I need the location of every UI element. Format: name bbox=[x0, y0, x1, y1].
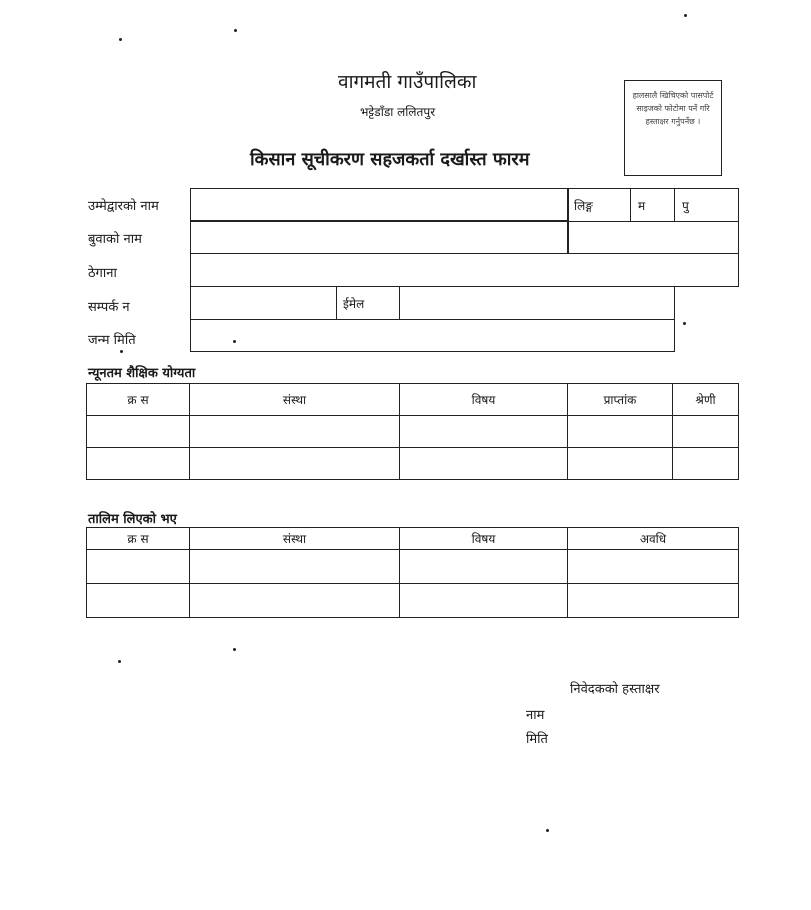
gender-option-m[interactable]: म bbox=[638, 199, 646, 213]
father-name-label: बुवाको नाम bbox=[88, 232, 142, 247]
scan-speck bbox=[684, 14, 687, 17]
training-col-subject: विषय bbox=[400, 528, 568, 550]
email-field[interactable] bbox=[399, 286, 675, 320]
training-title: तालिम लिएको भए bbox=[88, 512, 177, 527]
scan-speck bbox=[233, 340, 236, 343]
education-col-institution: संस्था bbox=[190, 384, 400, 416]
scan-speck bbox=[233, 648, 236, 651]
table-cell[interactable] bbox=[673, 448, 739, 480]
table-cell[interactable] bbox=[568, 550, 739, 584]
training-col-duration: अवधि bbox=[568, 528, 739, 550]
education-col-marks: प्राप्तांक bbox=[568, 384, 673, 416]
email-label: ईमेल bbox=[343, 297, 365, 311]
education-header-row bbox=[87, 384, 739, 416]
father-name-field[interactable] bbox=[190, 220, 569, 254]
dob-label: जन्म मिति bbox=[88, 333, 136, 348]
table-cell[interactable] bbox=[400, 550, 568, 584]
table-cell[interactable] bbox=[568, 448, 673, 480]
table-row bbox=[87, 448, 739, 480]
photo-box[interactable] bbox=[624, 80, 722, 176]
table-cell[interactable] bbox=[190, 448, 400, 480]
table-cell[interactable] bbox=[87, 550, 190, 584]
education-col-division: श्रेणी bbox=[673, 384, 739, 416]
training-header-row bbox=[87, 528, 739, 550]
training-col-sn: क्र स bbox=[87, 528, 190, 550]
table-cell[interactable] bbox=[400, 448, 568, 480]
table-cell[interactable] bbox=[400, 416, 568, 448]
address-field[interactable] bbox=[190, 253, 739, 287]
applicant-signature-label: निवेदकको हस्ताक्षर bbox=[570, 682, 660, 697]
dob-field[interactable] bbox=[190, 319, 675, 352]
scan-speck bbox=[546, 829, 549, 832]
table-cell[interactable] bbox=[568, 584, 739, 618]
table-row bbox=[87, 416, 739, 448]
education-col-sn: क्र स bbox=[87, 384, 190, 416]
org-name: वागमती गाउँपालिका bbox=[338, 71, 477, 93]
table-cell[interactable] bbox=[400, 584, 568, 618]
scan-speck bbox=[120, 350, 123, 353]
training-col-institution: संस्था bbox=[190, 528, 400, 550]
table-cell[interactable] bbox=[190, 584, 400, 618]
gender-label: लिङ्ग bbox=[574, 199, 593, 213]
signature-name-label: नाम bbox=[526, 708, 545, 723]
org-location: भट्टेडाँडा ललितपुर bbox=[360, 105, 436, 119]
table-cell[interactable] bbox=[568, 416, 673, 448]
training-table bbox=[86, 527, 739, 618]
contact-field[interactable] bbox=[190, 286, 337, 320]
scan-speck bbox=[683, 322, 686, 325]
signature-date-label: मिति bbox=[526, 732, 548, 747]
gender-option-f[interactable]: पु bbox=[682, 199, 689, 213]
candidate-name-field[interactable] bbox=[190, 188, 569, 222]
table-cell[interactable] bbox=[190, 416, 400, 448]
table-cell[interactable] bbox=[87, 416, 190, 448]
table-row bbox=[87, 584, 739, 618]
scan-speck bbox=[234, 29, 237, 32]
scan-speck bbox=[118, 660, 121, 663]
table-cell[interactable] bbox=[190, 550, 400, 584]
education-title: न्यूनतम शैक्षिक योग्यता bbox=[88, 366, 196, 381]
table-row bbox=[87, 550, 739, 584]
table-cell[interactable] bbox=[87, 448, 190, 480]
table-cell[interactable] bbox=[87, 584, 190, 618]
contact-label: सम्पर्क न bbox=[88, 300, 130, 315]
father-name-extra-field[interactable] bbox=[567, 220, 739, 254]
scan-speck bbox=[119, 38, 122, 41]
table-cell[interactable] bbox=[673, 416, 739, 448]
form-title: किसान सूचीकरण सहजकर्ता दर्खास्त फारम bbox=[250, 149, 530, 170]
email-label-cell bbox=[336, 286, 400, 320]
education-table bbox=[86, 383, 739, 480]
photo-box-instructions: हालसालै खिचिएको पासपोर्ट साइजको फोटोमा पर्ने गरि हस्ताक्षर गर्नुपर्नेछ । bbox=[632, 91, 714, 126]
candidate-name-label: उम्मेद्वारको नाम bbox=[88, 199, 159, 214]
address-label: ठेगाना bbox=[88, 266, 117, 281]
education-col-subject: विषय bbox=[400, 384, 568, 416]
